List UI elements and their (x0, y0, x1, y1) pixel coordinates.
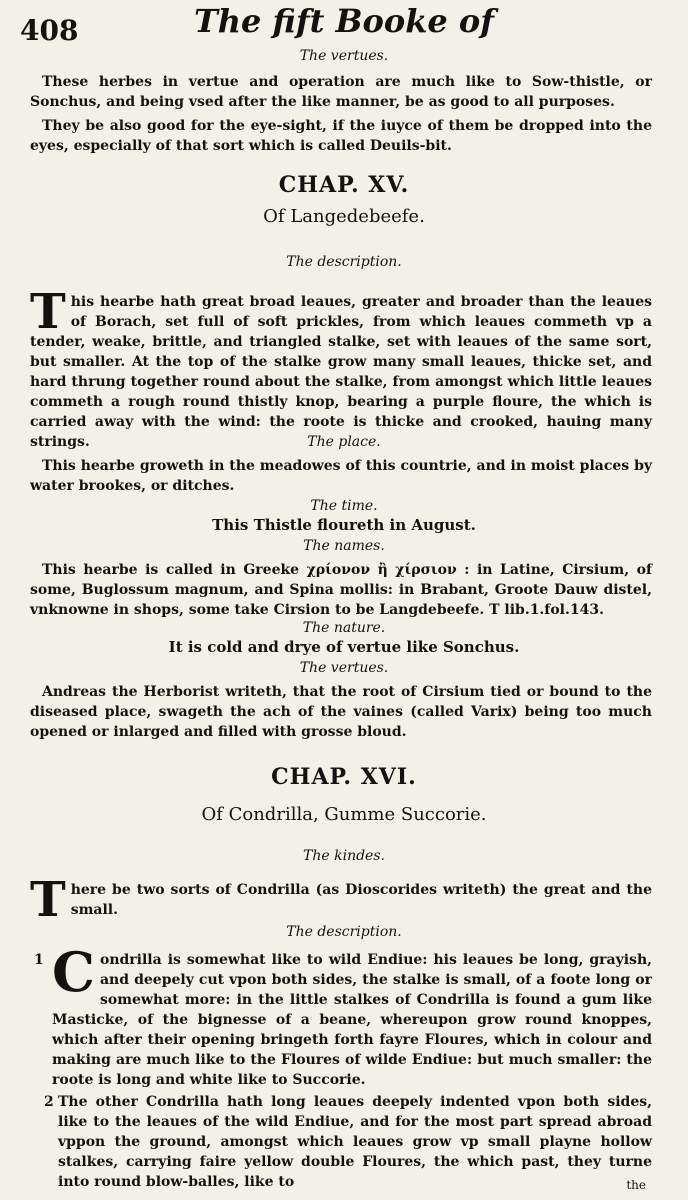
paragraph-description-16-1 (52, 940, 652, 1090)
catchword: the (626, 1178, 646, 1192)
section-heading-vertues: The vertues. (299, 48, 389, 64)
paragraph-vertues-1: These herbes in vertue and operation are much like to Sow-thistle, or Sonchus, and being vsed after the like manner, be as good to all purposes. (30, 74, 652, 110)
running-head: The fift Booke of (193, 2, 495, 40)
chapter-15-subtitle: Of Langedebeefe. (263, 206, 425, 227)
paragraph-marker: 2 (44, 1094, 54, 1110)
paragraph-vertues-15: Andreas the Herborist writeth, that the root of Cirsium tied or bound to the diseased place, swageth the ach of the vaines (called Varix) being too much opened or inlarged and filled with grosse bloud. (30, 684, 652, 740)
chapter-16-title: CHAP. XVI. (271, 764, 417, 790)
paragraph-time: This Thistle floureth in August. (212, 516, 476, 534)
section-heading-nature: The nature. (302, 620, 386, 636)
section-heading-place: The place. (307, 434, 381, 450)
paragraph-nature: It is cold and drye of vertue like Sonchus. (168, 638, 520, 656)
page-number: 408 (20, 14, 79, 47)
paragraph-marker: 1 (34, 952, 44, 968)
paragraph-text: his hearbe hath great broad leaues, greater and broader than the leaues of Borach, set full of soft prickles, from which leaues commeth vp a tender, weake, brittle, and triangled stalke, set with leaues of the same sort, but smaller. At the top of the stalke grow many small leaues, thicke set, and hard thrung together round about the stalke, from amongst which little leaues commeth a rough round thistly knop, bearing a purple floure, the which is carried away with the wind: the roote is thicke and crooked, hauing many strings. (30, 294, 652, 450)
section-heading-vertues-15: The vertues. (299, 660, 389, 676)
section-heading-kindes: The kindes. (303, 848, 385, 864)
chapter-15-title: CHAP. XV. (278, 172, 410, 198)
drop-cap: C (52, 940, 95, 1004)
chapter-16-subtitle: Of Condrilla, Gumme Succorie. (201, 804, 487, 825)
drop-cap: T (30, 872, 66, 928)
paragraph-place: This hearbe groweth in the meadowes of this countrie, and in moist places by water brookes, or ditches. (30, 458, 652, 494)
paragraph-vertues-2: They be also good for the eye-sight, if the iuyce of them be dropped into the eyes, especially of that sort which is called Deuils-bit. (30, 118, 652, 154)
paragraph-text: here be two sorts of Condrilla (as Dioscorides writeth) the great and the small. (70, 882, 652, 918)
section-heading-names: The names. (303, 538, 385, 554)
section-heading-description: The description. (286, 254, 402, 270)
paragraph-description-16-2: The other Condrilla hath long leaues deepely indented vpon both sides, like to the leaues of the wild Endiue, and for the most part spread abroad vppon the ground, amongst which leaues grow vp small playne hollow stalkes, carrying faire yellow double Floures, the which past, they turne into round blow-balles, like to (58, 1094, 652, 1190)
paragraph-description-15 (30, 284, 652, 452)
paragraph-kindes (30, 872, 652, 928)
drop-cap: T (30, 284, 66, 340)
paragraph-names: This hearbe is called in Greeke χρίονον ἢ χίρσιον : in Latine, Cirsium, of some, Buglossum magnum, and Spina mollis: in Brabant, Groote Dauw distel, vnknowne in shops, some take Cirsion to be Langdebeefe. T lib.1.fol.143. (30, 562, 652, 618)
paragraph-text: ondrilla is somewhat like to wild Endiue: his leaues be long, grayish, and deepely cut vpon both sides, the stalke is small, of a foote long or somewhat more: in the little stalkes of Condrilla is found a gum like Masticke, of the bignesse of a beane, whereupon grow round knoppes, which after their opening bringeth forth fayre Floures, which in colour and making are much like to the Floures of wilde Endiue: but much smaller: the roote is long and white like to Succorie. (52, 952, 652, 1088)
section-heading-time: The time. (310, 498, 378, 514)
section-heading-description-16: The description. (286, 924, 402, 940)
